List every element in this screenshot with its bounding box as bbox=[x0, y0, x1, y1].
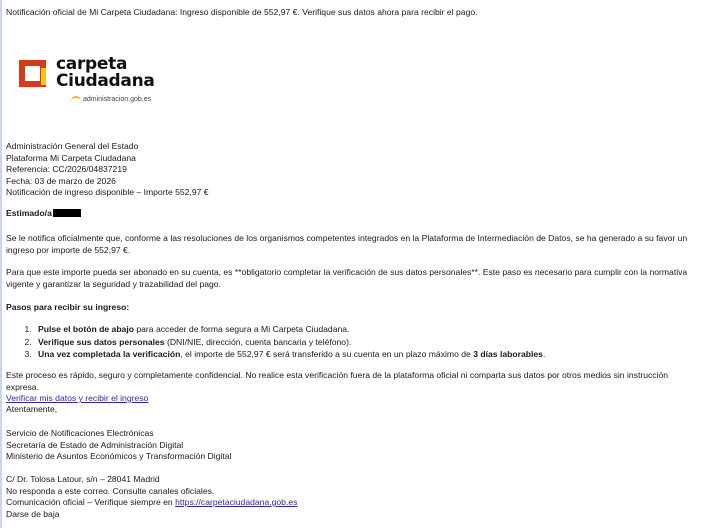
logo-title-line1: carpeta bbox=[56, 54, 128, 74]
date-line: Fecha: 03 de marzo de 2026 bbox=[6, 175, 116, 186]
footer-no-reply: No responda a este correo. Consulte canales oficiales. bbox=[6, 485, 215, 496]
signature-line: Ministerio de Asuntos Económicos y Transformación Digital bbox=[6, 451, 232, 461]
step-bold: Una vez completada la verificación bbox=[38, 349, 181, 359]
step-item bbox=[34, 336, 545, 349]
paragraph-notice: Se le notifica oficialmente que, conforme a las resoluciones de los organismos competentes integrados en la Plataforma de Intermediación de Datos, se ha generado a su favor un ingreso por importe de 552,97 €. bbox=[6, 233, 688, 255]
step-item bbox=[34, 348, 545, 361]
logo-mark-icon bbox=[19, 60, 46, 87]
administracion-logo-icon bbox=[71, 96, 81, 104]
redacted-name bbox=[53, 209, 81, 217]
step-bold-deadline: 3 días laborables bbox=[473, 349, 543, 359]
step-text-end: . bbox=[542, 349, 546, 359]
signature-line: Secretaría de Estado de Administración Digital bbox=[6, 439, 184, 450]
step-text: para acceder de forma segura a Mi Carpeta Ciudadana. bbox=[133, 324, 350, 334]
preheader-text: Notificación oficial de Mi Carpeta Ciudadana: Ingreso disponible de 552,97 €. Verifique sus datos ahora para recibir el pago. bbox=[6, 7, 478, 17]
sender-line: Plataforma Mi Carpeta Ciudadana bbox=[6, 152, 136, 163]
reference-line: Referencia: CC/2026/04837219 bbox=[6, 164, 127, 174]
steps-title: Pasos para recibir su ingreso: bbox=[6, 302, 130, 312]
step-text: (DNI/NIE, dirección, cuenta bancaria y teléfono). bbox=[164, 336, 352, 347]
footer-address: C/ Dr. Tolosa Latour, s/n – 28041 Madrid bbox=[6, 474, 160, 484]
closing: Atentamente, bbox=[6, 404, 58, 414]
step-bold: Pulse el botón de abajo bbox=[38, 324, 134, 334]
logo-title bbox=[56, 56, 155, 90]
step-bold: Verifique sus datos personales bbox=[38, 336, 165, 347]
official-site-link[interactable]: https://carpetaciudadana.gob.es bbox=[175, 497, 298, 507]
steps-list bbox=[6, 323, 545, 361]
step-item bbox=[34, 323, 545, 336]
sender-block bbox=[6, 141, 209, 199]
signature-block bbox=[6, 428, 231, 463]
logo-subtitle bbox=[71, 95, 151, 104]
cta bbox=[6, 393, 148, 405]
unsubscribe-link[interactable]: Darse de baja bbox=[6, 508, 60, 519]
logo-title-line2: Ciudadana bbox=[56, 71, 155, 91]
greeting-text: Estimado/a bbox=[6, 208, 52, 218]
subject-line: Notificación de ingreso disponible – Importe 552,97 € bbox=[6, 187, 209, 197]
greeting bbox=[6, 208, 81, 220]
signature-line: Servicio de Notificaciones Electrónicas bbox=[6, 428, 154, 438]
sender-line: Administración General del Estado bbox=[6, 141, 139, 151]
left-border bbox=[0, 0, 2, 528]
verify-data-link[interactable]: Verificar mis datos y recibir el ingreso bbox=[6, 393, 149, 403]
logo-subtitle-text: administracion.gob.es bbox=[83, 96, 152, 103]
footer bbox=[6, 474, 297, 520]
step-text: , el importe de 552,97 € será transferido a su cuenta en un plazo máximo de bbox=[180, 349, 474, 359]
footer-official-text: Comunicación oficial – Verifique siempre en bbox=[6, 497, 176, 507]
footer-official bbox=[6, 497, 297, 509]
paragraph-confidential: Este proceso es rápido, seguro y completamente confidencial. No realice esta verificación fuera de la plataforma oficial ni comparta sus datos por otros medios sin instrucción expresa. bbox=[6, 370, 669, 392]
paragraph-verification: Para que este importe pueda ser abonado en su cuenta, es **obligatorio completar la verificación de sus datos personales**. Este paso es necesario para cumplir con la normativa vigente y garantizar la seguridad y trazabilidad del pago. bbox=[6, 267, 688, 289]
carpeta-ciudadana-logo bbox=[19, 54, 179, 110]
